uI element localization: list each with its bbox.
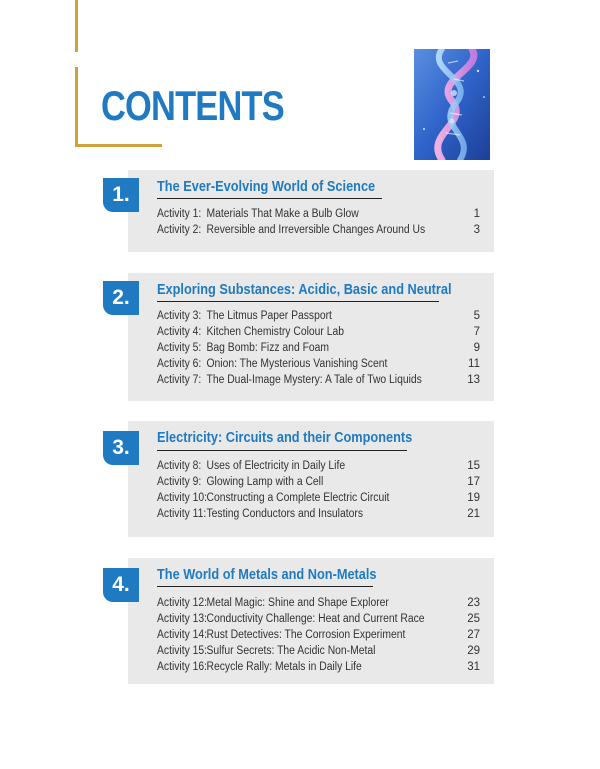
section-title: The World of Metals and Non-Metals bbox=[157, 567, 377, 583]
page-number: 9 bbox=[473, 342, 480, 354]
activity-label: Activity 5: bbox=[157, 342, 202, 354]
page-number: 23 bbox=[467, 597, 480, 609]
section-title-underline bbox=[157, 301, 439, 302]
activity-label: Activity 13: bbox=[157, 613, 208, 625]
dna-helix-image bbox=[414, 49, 490, 160]
section-1-card bbox=[128, 170, 494, 252]
toc-row[interactable] bbox=[157, 358, 480, 374]
activity-label: Activity 15: bbox=[157, 645, 208, 657]
page-number: 21 bbox=[467, 508, 480, 520]
page-title: CONTENTS bbox=[101, 82, 284, 129]
page-number: 29 bbox=[467, 645, 480, 657]
section-2-card bbox=[128, 273, 494, 401]
toc-row[interactable] bbox=[157, 597, 480, 613]
activity-name: Conductivity Challenge: Heat and Current Race bbox=[206, 613, 425, 625]
section-title-underline bbox=[157, 198, 382, 199]
page-number: 15 bbox=[467, 460, 480, 472]
activity-label: Activity 1: bbox=[157, 208, 202, 220]
section-title: Electricity: Circuits and their Components bbox=[157, 430, 413, 446]
page-number: 5 bbox=[473, 310, 480, 322]
toc-row[interactable] bbox=[157, 492, 480, 508]
activity-label: Activity 11: bbox=[157, 508, 207, 520]
toc-row[interactable] bbox=[157, 613, 480, 629]
page-number: 3 bbox=[473, 224, 480, 236]
toc-row[interactable] bbox=[157, 326, 480, 342]
activity-name: Sulfur Secrets: The Acidic Non-Metal bbox=[206, 645, 376, 657]
section-4-card bbox=[128, 558, 494, 684]
activity-name: Uses of Electricity in Daily Life bbox=[206, 460, 346, 472]
page-number: 31 bbox=[467, 661, 480, 673]
page-number: 1 bbox=[473, 208, 480, 220]
section-4-number-badge: 4. bbox=[103, 568, 139, 602]
section-title: Exploring Substances: Acidic, Basic and Neutral bbox=[157, 282, 452, 298]
activity-name: Kitchen Chemistry Colour Lab bbox=[206, 326, 344, 338]
activity-name: Recycle Rally: Metals in Daily Life bbox=[206, 661, 362, 673]
toc-row[interactable] bbox=[157, 629, 480, 645]
activity-name: Materials That Make a Bulb Glow bbox=[206, 208, 359, 220]
toc-row[interactable] bbox=[157, 224, 480, 240]
activity-name: Constructing a Complete Electric Circuit bbox=[206, 492, 390, 504]
activity-name: Glowing Lamp with a Cell bbox=[206, 476, 324, 488]
page-number: 7 bbox=[473, 326, 480, 338]
activity-label: Activity 6: bbox=[157, 358, 202, 370]
activity-label: Activity 7: bbox=[157, 374, 202, 386]
toc-row[interactable] bbox=[157, 310, 480, 326]
toc-row[interactable] bbox=[157, 645, 480, 661]
section-3-number-badge: 3. bbox=[103, 431, 139, 465]
activity-label: Activity 10: bbox=[157, 492, 208, 504]
toc-row[interactable] bbox=[157, 476, 480, 492]
section-title: The Ever-Evolving World of Science bbox=[157, 179, 376, 195]
toc-row[interactable] bbox=[157, 208, 480, 224]
activity-label: Activity 4: bbox=[157, 326, 202, 338]
section-title-underline bbox=[157, 586, 373, 587]
activity-name: Rust Detectives: The Corrosion Experiment bbox=[206, 629, 406, 641]
page-number: 17 bbox=[467, 476, 480, 488]
activity-label: Activity 16: bbox=[157, 661, 208, 673]
page-number: 27 bbox=[467, 629, 480, 641]
page-number: 19 bbox=[467, 492, 480, 504]
activity-name: The Dual-Image Mystery: A Tale of Two Liquids bbox=[206, 374, 422, 386]
section-2-number-badge: 2. bbox=[103, 281, 139, 315]
activity-name: Bag Bomb: Fizz and Foam bbox=[206, 342, 330, 354]
toc-row[interactable] bbox=[157, 374, 480, 390]
section-1-number-badge: 1. bbox=[103, 178, 139, 212]
activity-name: The Litmus Paper Passport bbox=[206, 310, 332, 322]
activity-label: Activity 3: bbox=[157, 310, 202, 322]
toc-row[interactable] bbox=[157, 460, 480, 476]
page-number: 11 bbox=[468, 358, 480, 370]
activity-label: Activity 14: bbox=[157, 629, 208, 641]
activity-name: Testing Conductors and Insulators bbox=[206, 508, 364, 520]
activity-name: Onion: The Mysterious Vanishing Scent bbox=[206, 358, 388, 370]
activity-label: Activity 2: bbox=[157, 224, 202, 236]
toc-row[interactable] bbox=[157, 508, 480, 524]
page-number: 13 bbox=[467, 374, 480, 386]
activity-label: Activity 8: bbox=[157, 460, 202, 472]
activity-label: Activity 9: bbox=[157, 476, 202, 488]
section-3-card bbox=[128, 421, 494, 537]
activity-name: Metal Magic: Shine and Shape Explorer bbox=[206, 597, 389, 609]
page-number: 25 bbox=[467, 613, 480, 625]
gold-accent-line-side bbox=[75, 67, 78, 147]
activity-name: Reversible and Irreversible Changes Around Us bbox=[206, 224, 426, 236]
gold-accent-line-top bbox=[75, 0, 78, 52]
section-title-underline bbox=[157, 450, 407, 451]
activity-label: Activity 12: bbox=[157, 597, 208, 609]
gold-accent-line-bottom bbox=[75, 144, 162, 147]
toc-row[interactable] bbox=[157, 342, 480, 358]
toc-row[interactable] bbox=[157, 661, 480, 677]
